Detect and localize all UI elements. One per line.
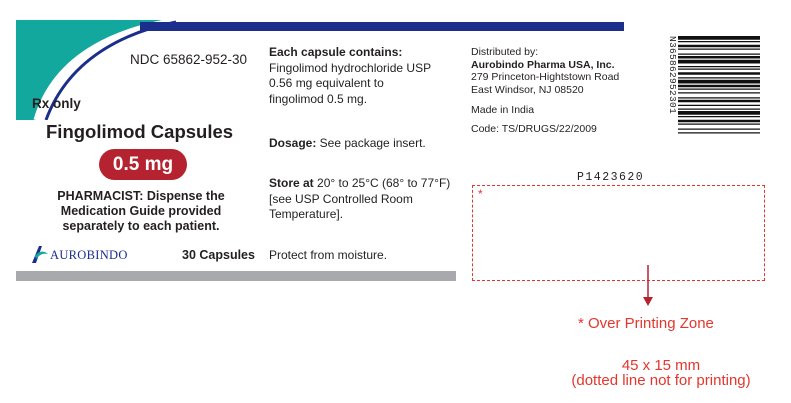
barcode-bar [678,56,760,59]
license-code: Code: TS/DRUGS/22/2009 [471,123,597,135]
ndc-number: NDC 65862-952-30 [130,52,248,67]
distributor-block [471,46,619,96]
barcode-bar [678,97,760,98]
dosage-text: See package insert. [316,136,426,150]
pharmacist-line: separately to each patient. [62,219,220,233]
pharmacist-line: PHARMACIST: Dispense the [57,189,225,203]
pharmacist-note [32,189,250,234]
barcode-bar [678,132,760,133]
storage-line: Temperature]. [269,207,344,221]
overprint-asterisk: * [478,187,483,201]
overprint-zone-title: * Over Printing Zone [578,315,714,332]
contents-block [269,45,431,107]
company-name: Aurobindo Pharma USA, Inc. [471,58,615,71]
rx-only: Rx only [32,96,81,111]
contents-line: Fingolimod hydrochloride USP [269,60,432,75]
address-line: East Windsor, NJ 08520 [471,83,584,96]
label-bottom-bar [16,271,456,281]
barcode-bar [678,54,760,55]
barcode-bar [678,105,760,106]
dotted-line-note: (dotted line not for printing) [571,372,751,389]
barcode-bar [678,129,760,130]
dimensions-text: 45 x 15 mm [621,357,701,374]
barcode-bar [678,80,760,84]
barcode [678,36,760,162]
barcode-bar [678,36,760,40]
logo-text: AUROBINDO [50,248,128,262]
barcode-bar [678,120,760,123]
barcode-bar [678,60,760,64]
barcode-bar [678,124,760,125]
capsule-count: 30 Capsules [182,248,255,262]
barcode-bar [678,100,760,103]
svg-text:N365862952301: N365862952301 [667,36,678,115]
distributed-by: Distributed by: [471,46,539,58]
barcode-bar [678,92,760,93]
barcode-bar [678,77,760,78]
storage-block [269,176,450,223]
barcode-bar [678,109,760,110]
dosage-label: Dosage: [269,136,317,150]
storage-line: [see USP Controlled Room [269,191,413,206]
barcode-bar [678,72,760,75]
contents-heading: Each capsule contains: [269,45,403,59]
pharmacist-line: Medication Guide provided [60,204,222,218]
barcode-bar [678,89,760,90]
storage-label: Store at [269,176,314,190]
barcode-bar [678,41,760,42]
moisture-warning: Protect from moisture. [269,248,388,262]
aurobindo-logo-icon [30,244,50,264]
barcode-bar [678,85,760,88]
barcode-bar [678,49,760,50]
address-line: 279 Princeton-Hightstown Road [471,71,620,83]
barcode-bar [678,66,760,67]
barcode-bar [678,69,760,70]
product-code: P1423620 [577,171,645,184]
product-name: Fingolimod Capsules [46,121,234,142]
made-in: Made in India [471,104,535,116]
arrow-down-icon [641,265,655,307]
barcode-bar [678,111,760,115]
zone-dimensions [550,358,772,388]
contents-line: 0.56 mg equivalent to [269,76,384,90]
overprint-zone-box [472,185,765,281]
dosage-line [269,136,426,152]
barcode-bar [678,116,760,117]
contents-line: fingolimod 0.5 mg. [269,91,368,106]
barcode-bar [678,45,760,48]
strength-badge: 0.5 mg [99,149,187,180]
label-top-bar [140,22,624,31]
storage-temp: 20° to 25°C (68° to 77°F) [313,176,451,190]
barcode-number [667,36,679,164]
